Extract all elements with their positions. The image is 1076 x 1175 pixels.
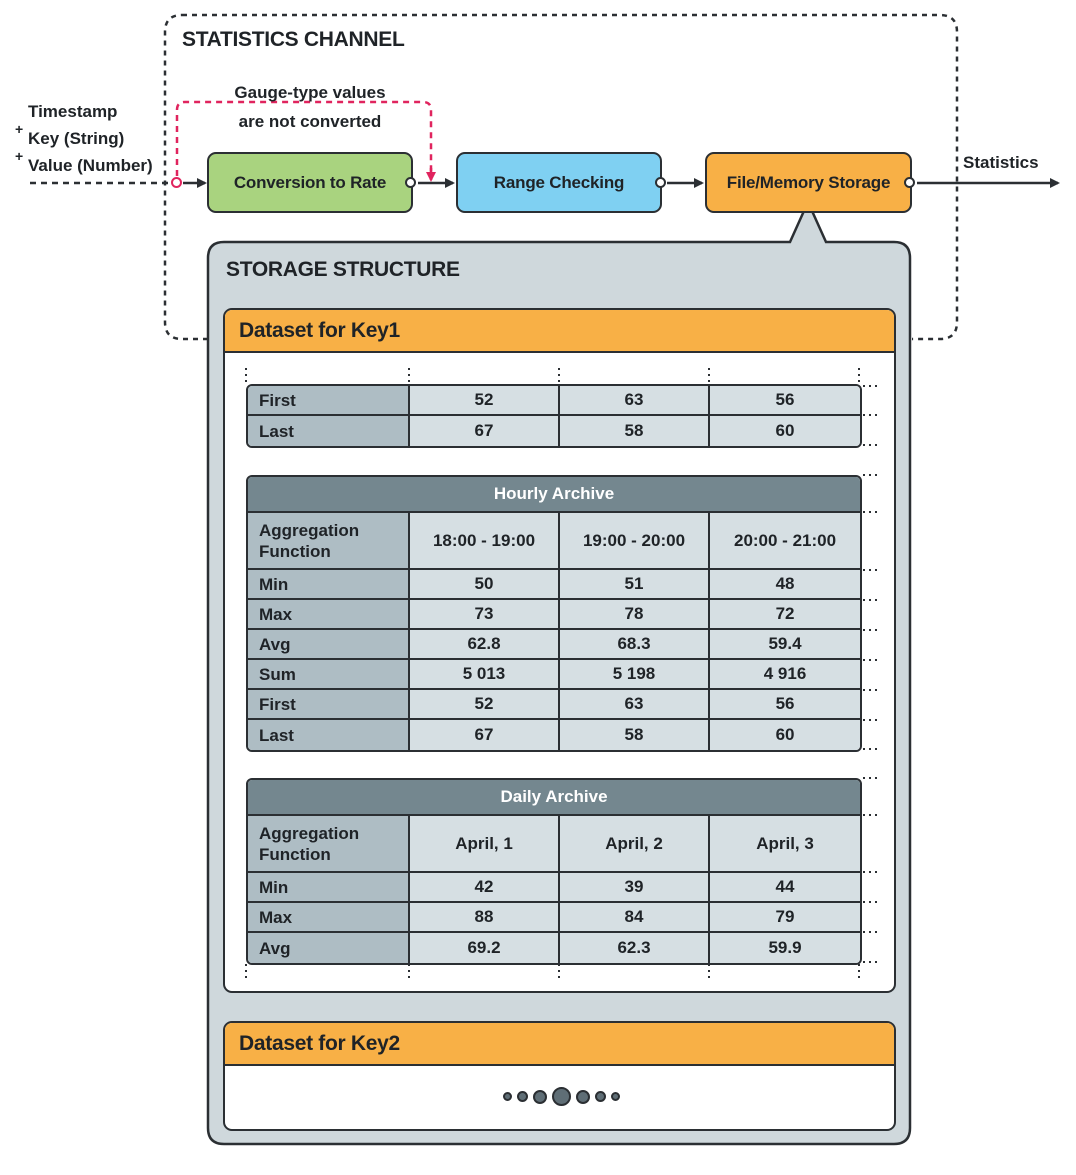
cell: 58 bbox=[560, 720, 710, 750]
daily-archive-table bbox=[246, 778, 862, 965]
pagination-dot[interactable] bbox=[552, 1087, 571, 1106]
pagination-dot[interactable] bbox=[611, 1092, 620, 1101]
input-value: + Value (Number) bbox=[28, 152, 153, 179]
conversion-to-rate-block: Conversion to Rate bbox=[207, 152, 413, 213]
input-key: + Key (String) bbox=[28, 125, 153, 152]
input-fields bbox=[15, 98, 153, 179]
pagination-dot[interactable] bbox=[533, 1090, 547, 1104]
cell: 63 bbox=[560, 386, 710, 416]
cell: 39 bbox=[560, 873, 710, 903]
cell: 58 bbox=[560, 416, 710, 446]
cell: 72 bbox=[710, 600, 860, 630]
cell: 5 198 bbox=[560, 660, 710, 690]
gauge-note: Gauge-type values are not converted bbox=[234, 83, 386, 131]
table-row bbox=[248, 690, 860, 720]
statistics-output-label: Statistics bbox=[963, 153, 1039, 172]
cell: 67 bbox=[410, 720, 560, 750]
cell: 84 bbox=[560, 903, 710, 933]
archive-title-row bbox=[248, 477, 860, 513]
aggregation-function-header: Aggregation Function bbox=[248, 816, 410, 873]
pagination-dot[interactable] bbox=[595, 1091, 606, 1102]
row-label: Sum bbox=[248, 660, 410, 690]
cell: 60 bbox=[710, 416, 860, 446]
cell: 59.9 bbox=[710, 933, 860, 963]
archive-title-row bbox=[248, 780, 860, 816]
statistics-channel-title: STATISTICS CHANNEL bbox=[182, 28, 405, 51]
table-row bbox=[248, 660, 860, 690]
dataset-key2 bbox=[223, 1021, 896, 1131]
cell: 62.8 bbox=[410, 630, 560, 660]
table-row bbox=[248, 386, 860, 416]
row-label: Max bbox=[248, 903, 410, 933]
cell: 4 916 bbox=[710, 660, 860, 690]
row-label: First bbox=[248, 386, 410, 416]
pagination-dot[interactable] bbox=[503, 1092, 512, 1101]
column-header: April, 2 bbox=[560, 816, 710, 873]
table-row bbox=[248, 903, 860, 933]
table-row bbox=[248, 873, 860, 903]
column-header: April, 1 bbox=[410, 816, 560, 873]
row-label: Avg bbox=[248, 933, 410, 963]
archive-header-row bbox=[248, 513, 860, 570]
archive-header-row bbox=[248, 816, 860, 873]
row-label: Last bbox=[248, 720, 410, 750]
table-row bbox=[248, 720, 860, 750]
cell: 78 bbox=[560, 600, 710, 630]
cell: 42 bbox=[410, 873, 560, 903]
cell: 44 bbox=[710, 873, 860, 903]
cell: 62.3 bbox=[560, 933, 710, 963]
range-checking-block: Range Checking bbox=[456, 152, 662, 213]
row-label: Max bbox=[248, 600, 410, 630]
table-row bbox=[248, 570, 860, 600]
cell: 50 bbox=[410, 570, 560, 600]
cell: 56 bbox=[710, 690, 860, 720]
hourly-archive-table bbox=[246, 475, 862, 752]
cell: 68.3 bbox=[560, 630, 710, 660]
rate-output-port bbox=[405, 177, 416, 188]
input-port bbox=[171, 177, 182, 188]
table-row bbox=[248, 630, 860, 660]
cell: 88 bbox=[410, 903, 560, 933]
pagination-dots bbox=[225, 1087, 896, 1106]
column-header: 20:00 - 21:00 bbox=[710, 513, 860, 570]
archive-title: Daily Archive bbox=[248, 780, 860, 816]
row-label: Avg bbox=[248, 630, 410, 660]
cell: 52 bbox=[410, 386, 560, 416]
cell: 63 bbox=[560, 690, 710, 720]
row-label: First bbox=[248, 690, 410, 720]
aggregation-function-header: Aggregation Function bbox=[248, 513, 410, 570]
cell: 56 bbox=[710, 386, 860, 416]
column-header: 19:00 - 20:00 bbox=[560, 513, 710, 570]
row-label: Min bbox=[248, 570, 410, 600]
plus-sign: + bbox=[15, 148, 24, 164]
table-row bbox=[248, 600, 860, 630]
cell: 59.4 bbox=[710, 630, 860, 660]
pagination-dot[interactable] bbox=[576, 1090, 590, 1104]
cell: 51 bbox=[560, 570, 710, 600]
column-header: April, 3 bbox=[710, 816, 860, 873]
file-memory-storage-block: File/Memory Storage bbox=[705, 152, 912, 213]
table-row bbox=[248, 933, 860, 963]
pagination-dot[interactable] bbox=[517, 1091, 528, 1102]
cell: 52 bbox=[410, 690, 560, 720]
dataset-title: Dataset for Key2 bbox=[225, 1023, 894, 1066]
cell: 79 bbox=[710, 903, 860, 933]
input-timestamp: Timestamp bbox=[28, 102, 118, 121]
dataset-key1 bbox=[223, 308, 896, 993]
range-output-port bbox=[655, 177, 666, 188]
plus-sign: + bbox=[15, 121, 24, 137]
table-row bbox=[248, 416, 860, 446]
storage-output-port bbox=[904, 177, 915, 188]
storage-structure-title: STORAGE STRUCTURE bbox=[226, 258, 460, 281]
cell: 69.2 bbox=[410, 933, 560, 963]
cell: 48 bbox=[710, 570, 860, 600]
column-header: 18:00 - 19:00 bbox=[410, 513, 560, 570]
cell: 67 bbox=[410, 416, 560, 446]
cell: 60 bbox=[710, 720, 860, 750]
row-label: Last bbox=[248, 416, 410, 446]
cell: 5 013 bbox=[410, 660, 560, 690]
archive-title: Hourly Archive bbox=[248, 477, 860, 513]
row-label: Min bbox=[248, 873, 410, 903]
live-values-table bbox=[246, 384, 862, 448]
dataset-title: Dataset for Key1 bbox=[225, 310, 894, 353]
cell: 73 bbox=[410, 600, 560, 630]
